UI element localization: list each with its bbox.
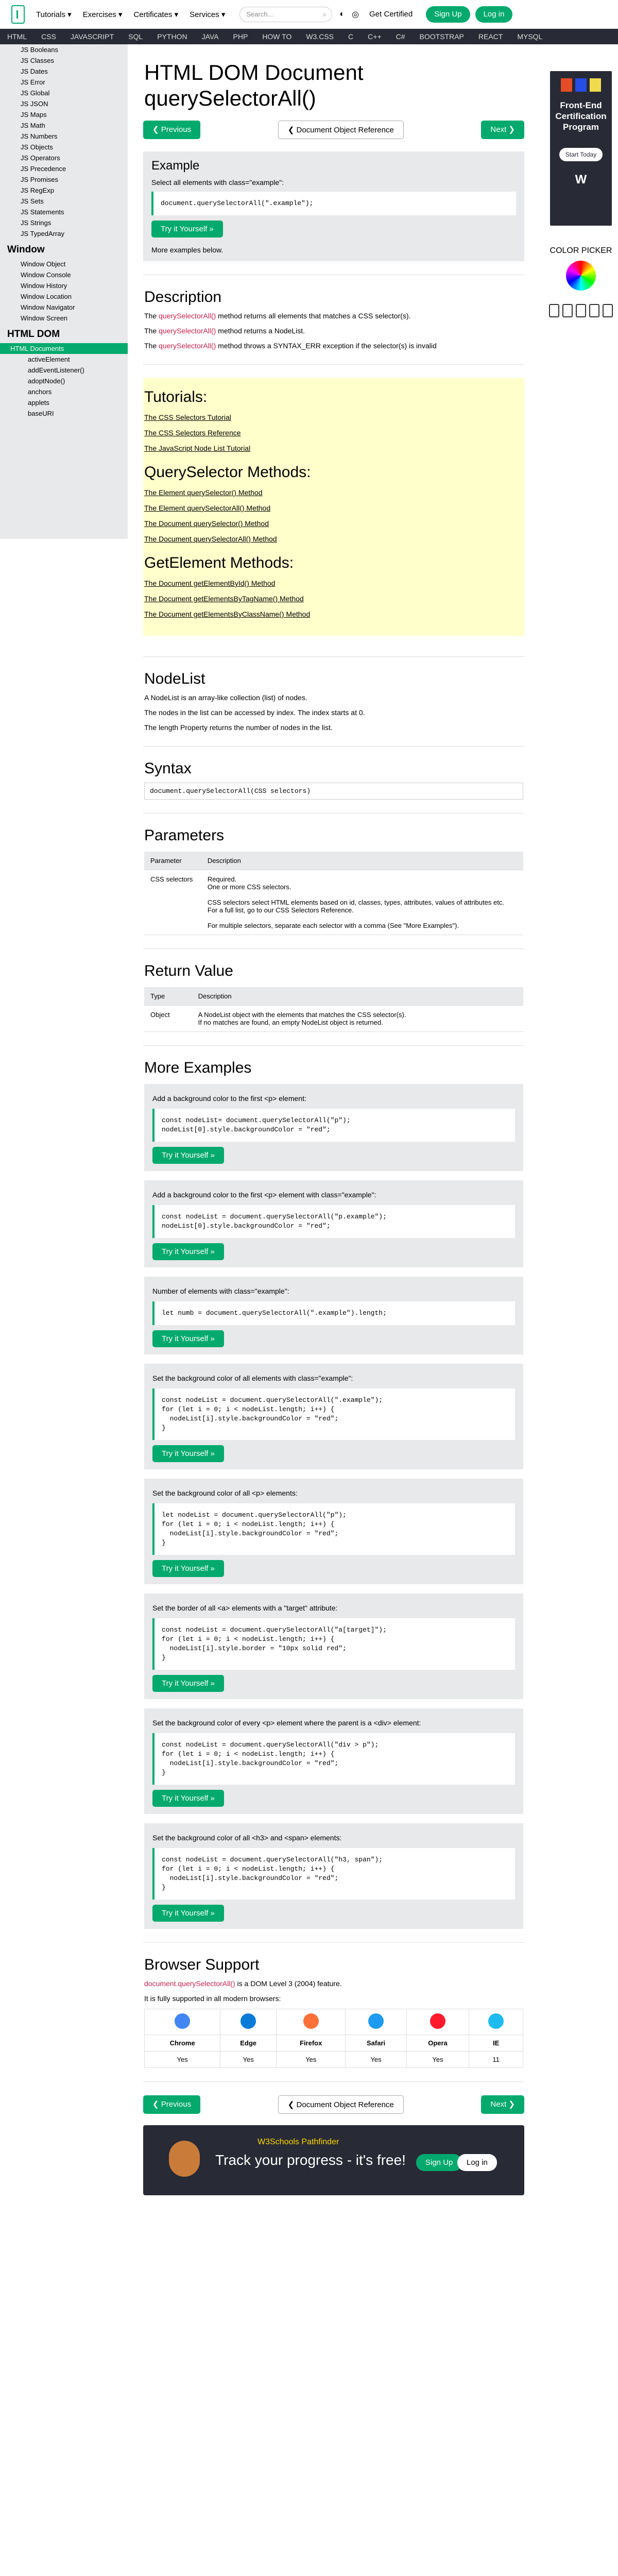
example-code [152,1301,515,1325]
qs-method-link[interactable]: The Document querySelectorAll() Method [144,535,277,543]
previous-button[interactable]: ❮ Previous [143,2095,200,2114]
log-in-button[interactable]: Log in [475,6,513,23]
example-box [143,151,524,261]
sidebar-item[interactable]: JS Sets [21,197,44,205]
code-line: nodeList[i].style.backgroundColor = "red"; [162,1874,339,1882]
nodelist-line: The length Property returns the number of nodes in the list. [144,723,333,732]
column-header: Parameter [144,852,201,870]
return-description: A NodeList object with the elements that matches the CSS selector(s). If no matches are found, an empty NodeList object is returned. [198,1011,406,1026]
code-line: nodeList[0].style.backgroundColor = "red"; [162,1126,331,1133]
description-heading: Description [144,289,222,306]
nav-item[interactable]: REACT [478,32,503,41]
sidebar-item[interactable]: Window History [21,282,67,290]
sidebar-item-html-documents[interactable]: HTML Documents [0,343,128,354]
nav-item[interactable]: C# [396,32,405,41]
description-section [128,289,540,351]
ge-method-link[interactable]: The Document getElementsByClassName() Method [144,610,311,618]
pathfinder-banner[interactable] [143,2125,524,2195]
mascot-icon [169,2141,200,2177]
nodelist-section [128,670,540,733]
code-line: for (let i = 0; i < nodeList.length; i++) { [162,1635,335,1643]
browser-support-line2: It is fully supported in all modern browsers: [144,1994,281,2003]
nav-item[interactable]: HTML [7,32,27,41]
sidebar-item[interactable]: JS Promises [21,176,58,183]
nav-item[interactable]: MYSQL [517,32,543,41]
return-value-table [144,987,523,1032]
sidebar-item[interactable]: Window Console [21,271,71,279]
code-line: } [162,1424,166,1432]
nav-item[interactable]: JAVA [201,32,219,41]
qs-method-link[interactable]: The Element querySelector() Method [144,488,263,497]
sidebar-dom-list [0,354,128,419]
sign-up-button[interactable]: Sign Up [426,6,470,23]
more-examples-note: More examples below. [151,246,224,254]
browser-icon-cell [220,2009,277,2035]
browser-support-section [128,1956,540,2068]
main-content [128,44,540,2195]
more-examples-section [128,1059,540,1929]
example-label: Add a background color to the first <p> element with class="example": [152,1191,376,1199]
return-type: Object [150,1011,170,1019]
browser-support-value: 11 [469,2052,523,2068]
social-icon[interactable] [603,304,613,317]
example-box [144,1180,523,1267]
example-label: Set the background color of all elements with class="example": [152,1374,353,1382]
try-it-button[interactable]: Try it Yourself » [152,1445,224,1462]
nav-item[interactable]: C [348,32,354,41]
ge-methods-heading: GetElement Methods: [144,554,294,571]
example-box [144,1823,523,1929]
code-line: for (let i = 0; i < nodeList.length; i++) { [162,1520,335,1528]
nav-item[interactable]: HOW TO [262,32,292,41]
nodelist-line: A NodeList is an array-like collection (list) of nodes. [144,693,307,702]
code-line: nodeList[i].style.backgroundColor = "red"; [162,1759,339,1767]
qs-method-link[interactable]: The Document querySelector() Method [144,519,269,528]
search-icon[interactable]: ⌕ [323,10,327,18]
example-heading: Example [151,159,200,173]
browser-name: Edge [220,2035,277,2052]
sidebar-item[interactable]: JS Objects [21,143,53,151]
menu-label: Certificates [133,10,173,19]
return-value-section [128,962,540,1032]
search-placeholder: Search... [246,10,273,18]
description-line: The querySelectorAll() method returns all elements that matches a CSS selector(s). [144,312,411,320]
code-line: for (let i = 0; i < nodeList.length; i++) { [162,1405,335,1413]
example-code [152,1733,515,1785]
code-line: nodeList[i].style.backgroundColor = "red"; [162,1530,339,1537]
sidebar-item[interactable]: JS Operators [21,154,60,162]
example-box [144,1708,523,1814]
sidebar-heading-dom: HTML DOM [7,329,60,340]
reference-button[interactable]: ❮ Document Object Reference [278,2095,404,2114]
sidebar-heading-window: Window [7,244,45,255]
code-line: const nodeList = document.querySelectorAll("h3, span"); [162,1856,383,1863]
pathfinder-sign-up[interactable]: Sign Up [416,2154,462,2171]
sidebar-item[interactable]: Window Screen [21,314,68,322]
sidebar-item[interactable]: JS Math [21,122,45,129]
tutorial-link[interactable]: The CSS Selectors Reference [144,429,241,437]
example-code: document.querySelectorAll(".example"); [151,192,516,215]
browser-support-value: Yes [145,2052,220,2068]
code-line: for (let i = 0; i < nodeList.length; i++) { [162,1750,335,1758]
example-box [144,1277,523,1354]
try-it-button[interactable]: Try it Yourself » [152,1560,224,1577]
try-it-button[interactable]: Try it Yourself » [151,221,223,238]
next-button[interactable]: Next ❯ [481,2095,524,2114]
code-line: let nodeList = document.querySelectorAll("p"); [162,1511,347,1519]
qs-method-link[interactable]: The Element querySelectorAll() Method [144,504,271,512]
sidebar-js-list [0,44,128,239]
js-icon [590,78,601,92]
code-line: nodeList[0].style.backgroundColor = "red"; [162,1222,331,1230]
browser-support-heading: Browser Support [144,1956,260,1973]
sidebar-item[interactable]: applets [28,399,49,406]
browser-name: Safari [346,2035,406,2052]
browser-icon-cell [346,2009,406,2035]
tutorial-link[interactable]: The JavaScript Node List Tutorial [144,444,251,452]
code-line: } [162,1884,166,1891]
browser-icon-cell [406,2009,469,2035]
sidebar-item[interactable]: JS Statements [21,208,64,216]
description-line: The querySelectorAll() method throws a SYNTAX_ERR exception if the selector(s) is invalid [144,342,437,350]
opera-icon [430,2013,445,2029]
example-box [144,1479,523,1584]
nav-item[interactable]: PHP [233,32,248,41]
menu-label: Services [190,10,219,19]
nodelist-heading: NodeList [144,670,205,687]
example-code [152,1388,515,1440]
color-wheel-icon[interactable] [566,261,596,291]
menu-label: Tutorials [36,10,65,19]
example-code [152,1503,515,1555]
page-title: HTML DOM Document querySelectorAll() [144,60,364,110]
top-bar [0,0,618,29]
browser-support-value: Yes [406,2052,469,2068]
sidebar-item[interactable]: Window Object [21,260,66,268]
description-line: The querySelectorAll() method returns a NodeList. [144,327,305,335]
page-nav-top [143,121,524,139]
code-line: const nodeList = document.querySelectorAll("div > p"); [162,1741,379,1749]
tutorial-link[interactable]: The CSS Selectors Tutorial [144,413,231,421]
browser-name: IE [469,2035,523,2052]
next-button[interactable]: Next ❯ [481,121,524,139]
page-nav-bottom [143,2095,524,2114]
parameter-description: Required. One or more CSS selectors. CSS selectors select HTML elements based on id, classes, types, attributes, values of attributes etc. For a full list, go to our CSS Selectors Reference. For multiple selectors, separate each selector with a comma (See "More Examples"). [207,875,504,929]
example-code [152,1848,515,1900]
w3schools-logo[interactable] [11,5,25,24]
sidebar-item[interactable]: JS Error [21,78,45,86]
sidebar-item[interactable]: activeElement [28,355,70,363]
social-icon[interactable] [562,304,573,317]
sidebar-item[interactable]: Window Location [21,293,72,300]
code-line: for (let i = 0; i < nodeList.length; i++) { [162,1865,335,1873]
code-line: nodeList[i].style.border = "10px solid red"; [162,1645,347,1652]
browser-name: Chrome [145,2035,220,2052]
ge-method-link[interactable]: The Document getElementsByTagName() Method [144,595,304,603]
css3-icon [575,78,587,92]
column-header: Description [201,852,523,870]
language-icon[interactable]: ◎ [352,10,359,19]
browser-name: Firefox [276,2035,345,2052]
exercises-menu[interactable]: Exercises ▾ [82,10,123,19]
nav-item[interactable]: JAVASCRIPT [70,32,114,41]
pathfinder-tagline: Track your progress - it's free! [215,2152,406,2168]
ad-title: Front-End Certification Program [555,100,607,132]
sidebar-window-list [0,259,128,324]
nodelist-line: The nodes in the list can be accessed by index. The index starts at 0. [144,708,365,717]
column-header: Description [192,987,523,1006]
example-label: Set the border of all <a> elements with a "target" attribute: [152,1604,338,1612]
column-header: Type [144,987,192,1006]
firefox-icon [303,2013,319,2029]
example-label: Set the background color of all <p> elements: [152,1489,298,1497]
browser-icon-cell [145,2009,220,2035]
code-line: const nodeList = document.querySelectorAll(".example"); [162,1396,383,1404]
example-label: Select all elements with class="example": [151,178,284,187]
browser-name: Opera [406,2035,469,2052]
example-label: Set the background color of all <h3> and <span> elements: [152,1834,342,1842]
parameters-heading: Parameters [144,827,225,844]
color-picker[interactable] [544,246,618,317]
nav-item[interactable]: SQL [128,32,143,41]
sidebar-item[interactable]: adoptNode() [28,377,65,385]
try-it-button[interactable]: Try it Yourself » [152,1790,224,1807]
chrome-icon [175,2013,190,2029]
try-it-button[interactable]: Try it Yourself » [152,1675,224,1692]
try-it-button[interactable]: Try it Yourself » [152,1243,224,1260]
browser-support-table [144,2009,523,2068]
example-box [144,1594,523,1699]
example-label: Number of elements with class="example": [152,1287,289,1295]
tutorials-menu[interactable]: Tutorials ▾ [36,10,72,19]
example-code [152,1109,515,1142]
nav-item[interactable]: PYTHON [157,32,187,41]
certification-ad[interactable] [550,71,612,226]
nav-item[interactable]: W3.CSS [306,32,334,41]
theme-toggle-icon[interactable]: ◐ [339,9,345,19]
previous-button[interactable]: ❮ Previous [143,121,200,139]
w3schools-w-icon: W [575,173,587,187]
sidebar-item[interactable]: anchors [28,388,52,396]
example-label: Add a background color to the first <p> element: [152,1094,306,1103]
sidebar [0,44,128,539]
browser-support-value: Yes [220,2052,277,2068]
sidebar-item[interactable]: baseURI [28,410,54,417]
code-line: } [162,1654,166,1662]
sidebar-item[interactable]: JS Classes [21,57,55,64]
try-it-button[interactable]: Try it Yourself » [152,1905,224,1922]
html5-icon [561,78,572,92]
example-code [152,1618,515,1670]
services-menu[interactable]: Services ▾ [190,10,226,19]
sidebar-item[interactable]: JS Numbers [21,132,58,140]
pathfinder-log-in[interactable]: Log in [457,2154,497,2171]
parameters-table [144,852,523,935]
example-code [152,1205,515,1238]
code-line: const nodeList = document.querySelectorAll("a[target]"); [162,1626,387,1634]
return-value-heading: Return Value [144,962,233,979]
nav-item[interactable]: C++ [368,32,382,41]
parameters-section [128,827,540,935]
safari-icon [368,2013,384,2029]
get-certified-link[interactable]: Get Certified [369,10,413,19]
code-line: } [162,1539,166,1547]
sidebar-item[interactable]: JS TypedArray [21,230,65,238]
code-line: } [162,1769,166,1776]
color-picker-label: COLOR PICKER [550,246,612,255]
try-it-button[interactable]: Try it Yourself » [152,1330,224,1347]
syntax-section [128,760,540,800]
tutorials-heading: Tutorials: [144,388,208,405]
more-examples-heading: More Examples [144,1059,252,1076]
example-box [144,1084,523,1171]
sidebar-item[interactable]: JS Booleans [21,46,58,54]
syntax-code: document.querySelectorAll(CSS selectors) [144,783,523,800]
code-line: const nodeList= document.querySelectorAll("p"); [162,1116,351,1124]
browser-support-value: Yes [346,2052,406,2068]
edge-icon [241,2013,256,2029]
social-icon[interactable] [589,304,599,317]
search-input[interactable] [239,7,332,22]
sidebar-item[interactable]: JS RegExp [21,187,55,194]
reference-button[interactable]: ❮ Document Object Reference [278,121,404,139]
social-icon[interactable] [549,304,559,317]
sidebar-item[interactable]: JS JSON [21,100,48,108]
code-line: nodeList[i].style.backgroundColor = "red"; [162,1415,339,1422]
sidebar-item[interactable]: JS Maps [21,111,47,118]
try-it-button[interactable]: Try it Yourself » [152,1147,224,1164]
social-icon[interactable] [576,304,586,317]
certificates-menu[interactable]: Certificates ▾ [133,10,179,19]
ad-cta-button[interactable]: Start Today [559,148,603,161]
right-column [544,44,618,317]
sidebar-item[interactable]: JS Strings [21,219,52,227]
code-line: let numb = document.querySelectorAll(".example").length; [162,1309,387,1317]
sidebar-item[interactable]: Window Navigator [21,303,75,311]
browser-support-value: Yes [276,2052,345,2068]
sidebar-item[interactable]: JS Dates [21,67,48,75]
sidebar-item[interactable]: JS Global [21,89,50,97]
sidebar-item[interactable]: JS Precedence [21,165,66,173]
example-label: Set the background color of every <p> element where the parent is a <div> element: [152,1719,421,1727]
sidebar-item[interactable]: addEventListener() [28,366,84,374]
qs-methods-heading: QuerySelector Methods: [144,464,311,481]
ie-icon [488,2013,504,2029]
browser-support-line: document.querySelectorAll() is a DOM Level 3 (2004) feature. [144,1979,342,1988]
syntax-heading: Syntax [144,760,192,777]
menu-label: Exercises [82,10,116,19]
browser-icon-cell [469,2009,523,2035]
tutorials-panel [143,378,524,636]
parameter-name: CSS selectors [150,875,193,883]
nav-item[interactable]: CSS [41,32,56,41]
ge-method-link[interactable]: The Document getElementById() Method [144,579,276,587]
pathfinder-title: W3Schools Pathfinder [258,2138,339,2146]
language-nav-bar [0,29,618,44]
browser-icon-cell [276,2009,345,2035]
example-box [144,1364,523,1469]
nav-item[interactable]: BOOTSTRAP [419,32,464,41]
code-line: const nodeList = document.querySelectorAll("p.example"); [162,1213,387,1221]
